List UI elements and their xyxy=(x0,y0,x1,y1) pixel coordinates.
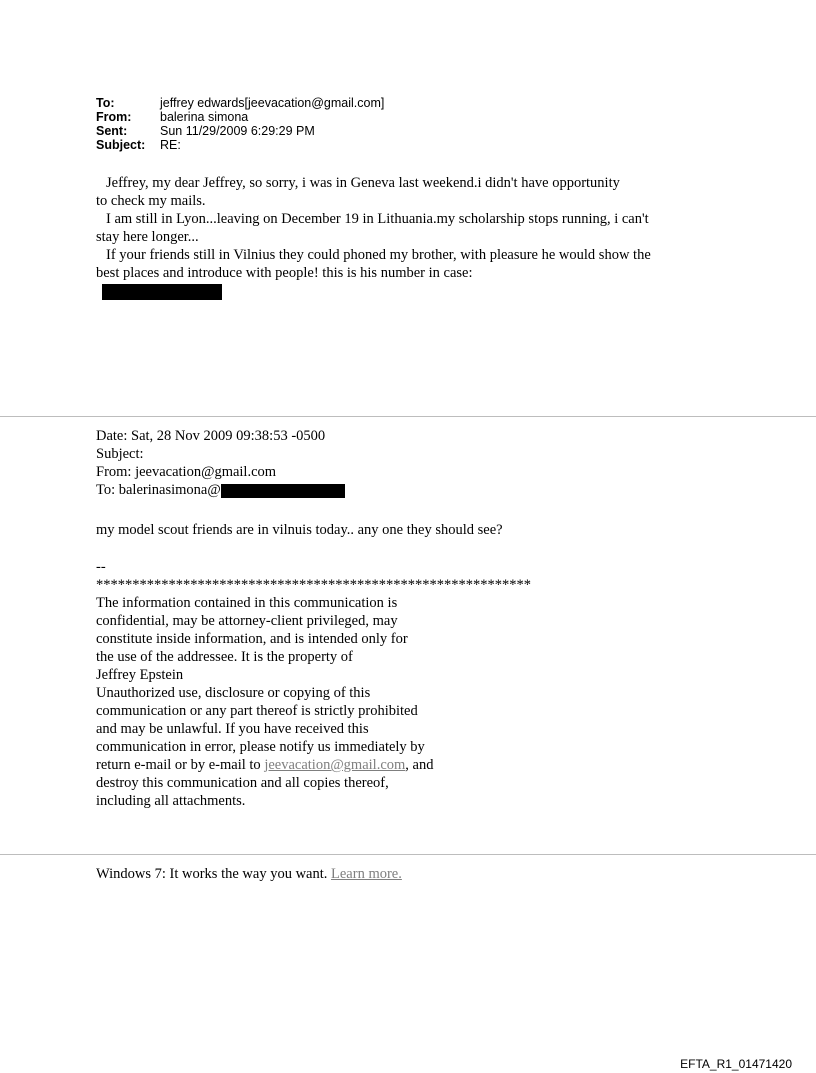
disclaimer-line: including all attachments. xyxy=(96,793,246,809)
disclaimer-text: , and xyxy=(405,757,434,773)
footer-text: Windows 7: It works the way you want. xyxy=(96,866,332,882)
para2-line2: stay here longer... xyxy=(96,229,199,245)
disclaimer-line: the use of the addressee. It is the property of xyxy=(96,649,353,665)
disclaimer-line: Unauthorized use, disclosure or copying of this xyxy=(96,685,371,701)
para3-line1: If your friends still in Vilnius they could phoned my brother, with pleasure he would show the xyxy=(106,247,651,263)
quoted-subject: Subject: xyxy=(96,446,144,462)
quoted-body: my model scout friends are in vilnuis today.. any one they should see? xyxy=(96,522,503,538)
disclaimer-line: confidential, may be attorney-client privileged, may xyxy=(96,613,398,629)
sent-row xyxy=(96,124,384,138)
disclaimer-line xyxy=(96,756,516,774)
disclaimer-line: and may be unlawful. If you have received this xyxy=(96,721,369,737)
to-value: jeffrey edwards[jeevacation@gmail.com] xyxy=(160,96,385,110)
quoted-to xyxy=(96,481,345,499)
redaction-box xyxy=(102,284,222,300)
quoted-header xyxy=(96,427,345,499)
divider-top xyxy=(0,416,816,417)
quoted-date: Date: Sat, 28 Nov 2009 09:38:53 -0500 xyxy=(96,428,326,444)
from-label: From: xyxy=(96,110,132,124)
sig-dashes: -- xyxy=(96,559,106,575)
para1-line1: Jeffrey, my dear Jeffrey, so sorry, i was in Geneva last weekend.i didn't have opportunity xyxy=(106,175,620,191)
sig-stars: ************************************************************ xyxy=(96,577,531,593)
to-label: To: xyxy=(96,96,115,110)
disclaimer-line: The information contained in this communication is xyxy=(96,595,398,611)
disclaimer xyxy=(96,594,516,810)
email-link[interactable]: jeevacation@gmail.com xyxy=(264,757,406,773)
disclaimer-line: communication in error, please notify us immediately by xyxy=(96,739,425,755)
para1-line2: to check my mails. xyxy=(96,193,206,209)
sent-value: Sun 11/29/2009 6:29:29 PM xyxy=(160,124,315,138)
para2-line1: I am still in Lyon...leaving on December 19 in Lithuania.my scholarship stops running, i can't xyxy=(106,211,649,227)
to-row xyxy=(96,96,384,110)
from-value: balerina simona xyxy=(160,110,249,124)
divider-bottom xyxy=(0,854,816,855)
bates-number: EFTA_R1_01471420 xyxy=(680,1057,792,1071)
disclaimer-text: return e-mail or by e-mail to xyxy=(96,757,265,773)
email-header xyxy=(96,96,384,152)
disclaimer-line: communication or any part thereof is strictly prohibited xyxy=(96,703,418,719)
disclaimer-line: Jeffrey Epstein xyxy=(96,667,184,683)
quoted-to-prefix: To: balerinasimona@ xyxy=(96,482,221,498)
footer-ad xyxy=(96,865,402,883)
from-row xyxy=(96,110,384,124)
message-body xyxy=(96,174,736,300)
sent-label: Sent: xyxy=(96,124,128,138)
disclaimer-line: constitute inside information, and is intended only for xyxy=(96,631,408,647)
signature-separator xyxy=(96,558,616,594)
learn-more-link[interactable]: Learn more. xyxy=(331,866,402,882)
subject-value: RE: xyxy=(160,138,181,152)
quoted-from: From: jeevacation@gmail.com xyxy=(96,464,277,480)
subject-label: Subject: xyxy=(96,138,146,152)
disclaimer-line: destroy this communication and all copies thereof, xyxy=(96,775,389,791)
para3-line2: best places and introduce with people! this is his number in case: xyxy=(96,265,473,281)
redaction-box xyxy=(221,484,345,498)
subject-row xyxy=(96,138,384,152)
